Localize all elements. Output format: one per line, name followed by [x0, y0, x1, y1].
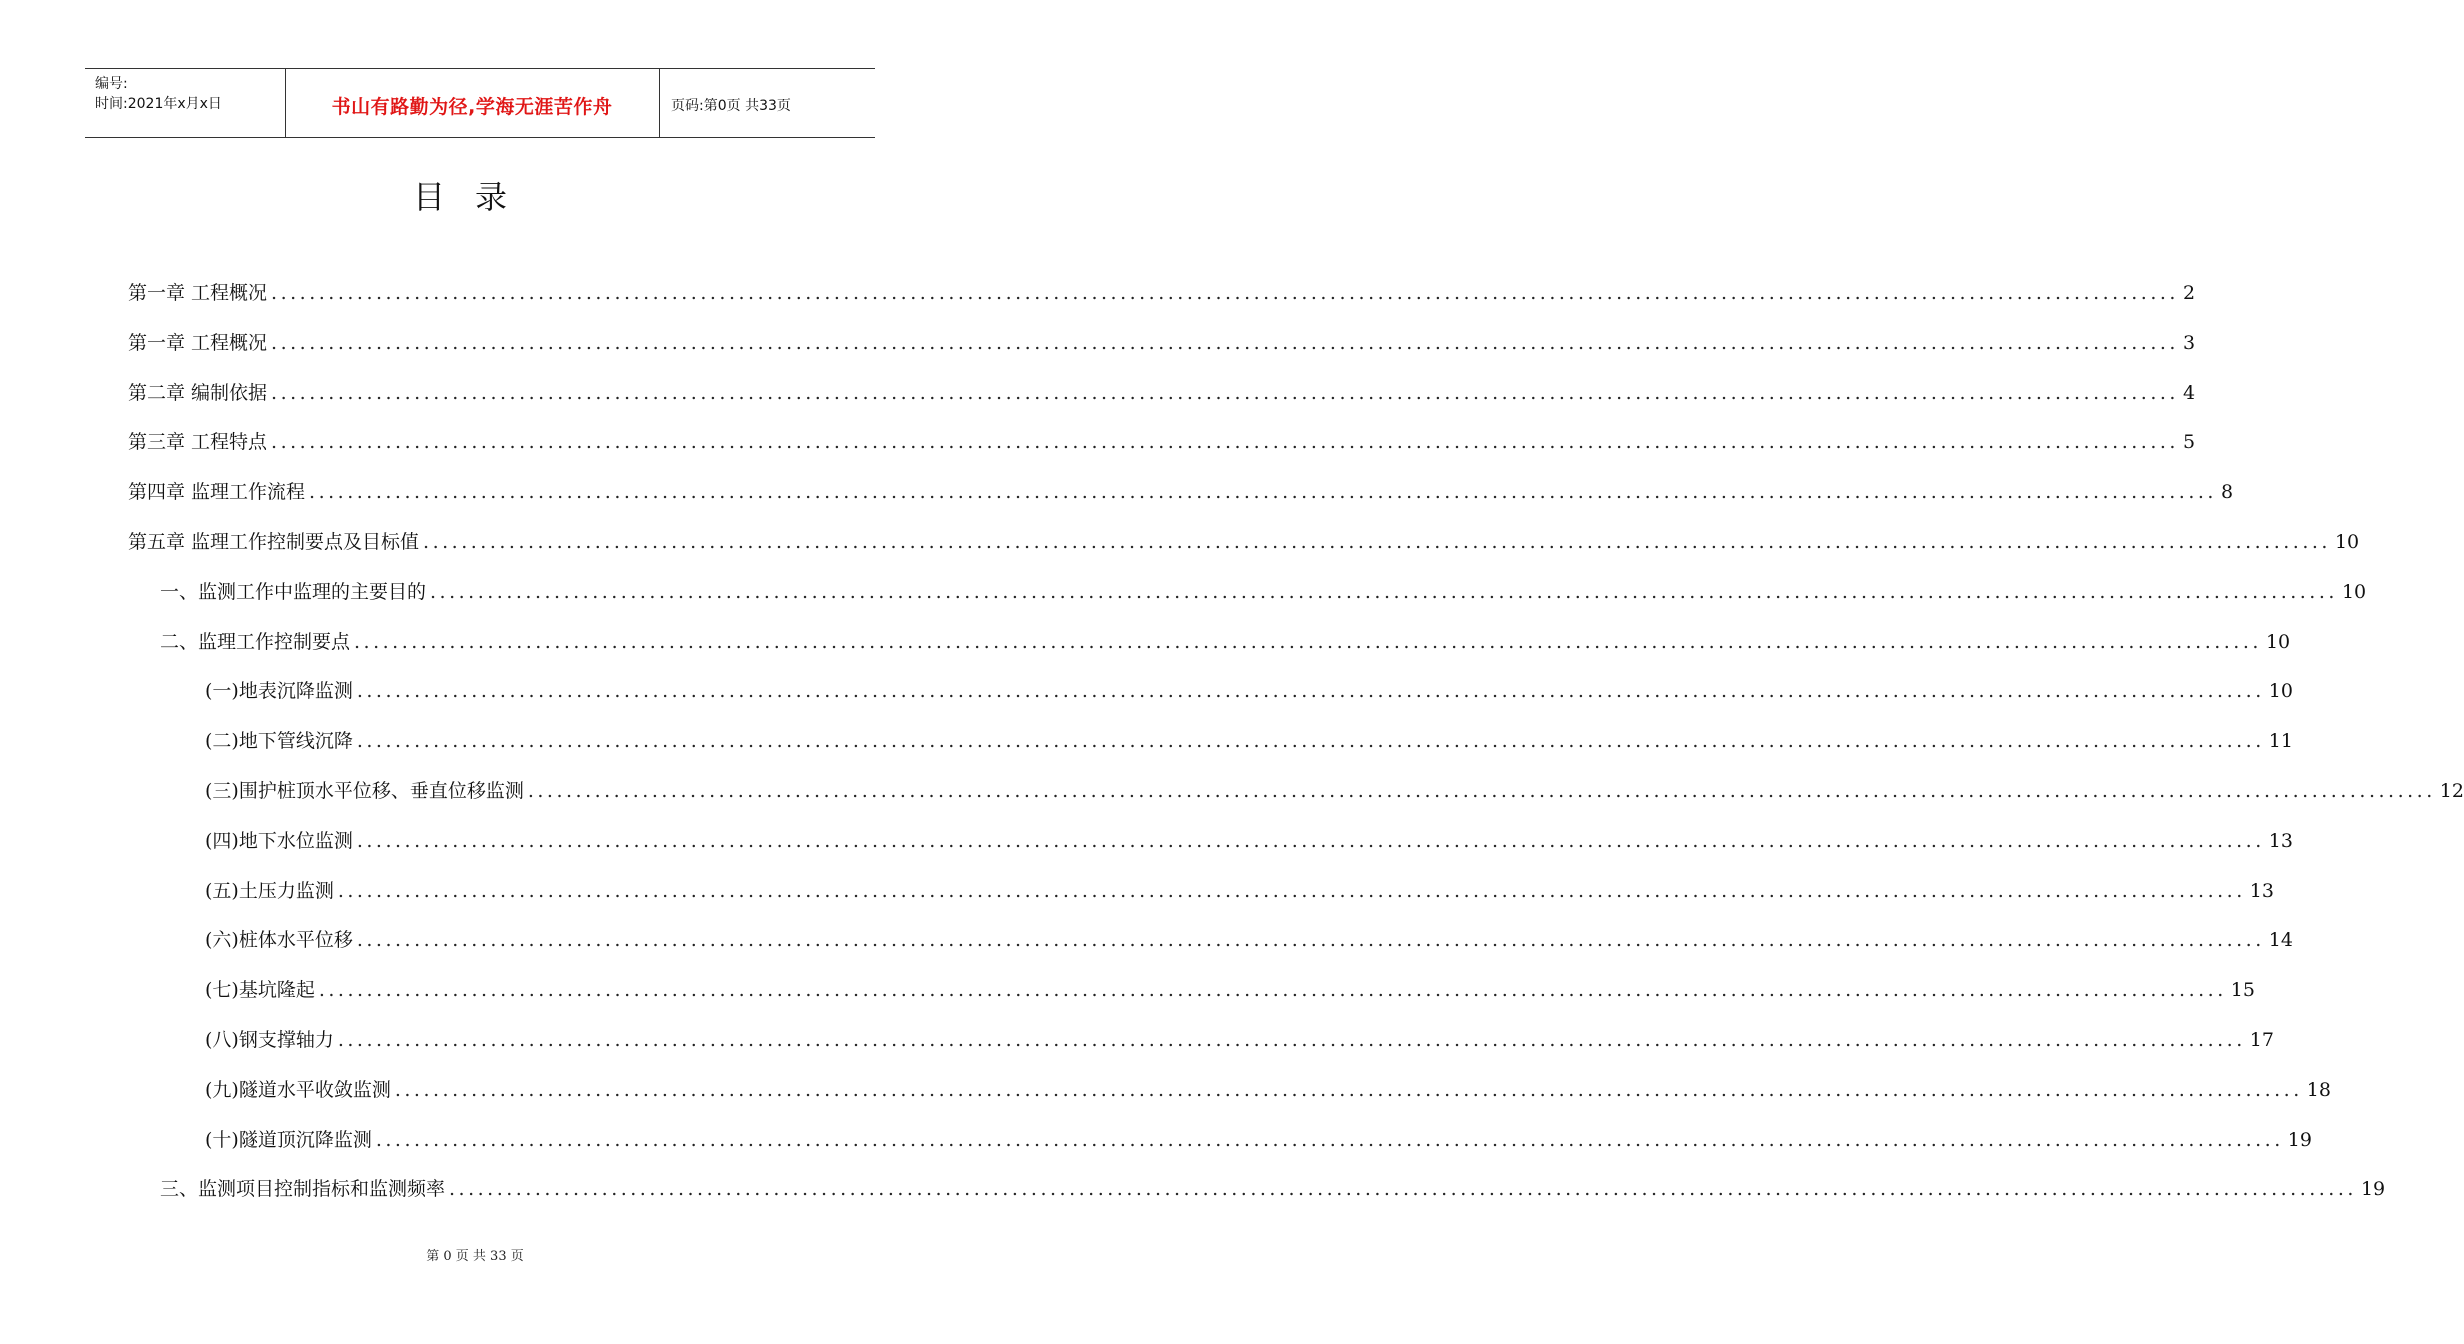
header-motto: 书山有路勤为径,学海无涯苦作舟 [331, 96, 613, 118]
toc-entry-label: (九)隧道水平收敛监测 [205, 1079, 391, 1101]
toc-entry-label: (十)隧道顶沉降监测 [205, 1129, 372, 1151]
serial-number-label: 编号: [95, 76, 128, 92]
toc-entry[interactable] [205, 927, 2293, 953]
toc-entry[interactable] [205, 728, 2293, 754]
toc-entry[interactable] [128, 429, 2196, 455]
toc-entry[interactable] [205, 828, 2293, 854]
toc-entry[interactable] [205, 878, 2274, 904]
toc-page-number: 12 [2439, 780, 2464, 802]
toc-leader-dots: ........................................................................................................................................................................................................ [354, 631, 2262, 653]
toc-entry-label: 第五章 监理工作控制要点及目标值 [128, 531, 420, 553]
toc-entry-label: (二)地下管线沉降 [205, 730, 353, 752]
toc-page-number: 4 [2182, 382, 2196, 404]
toc-page-number: 13 [2268, 830, 2293, 852]
toc-entry-label: (八)钢支撑轴力 [205, 1029, 334, 1051]
toc-page-number: 10 [2341, 581, 2367, 603]
toc-entry-label: 第三章 工程特点 [128, 431, 268, 453]
toc-entry-label: (五)土压力监测 [205, 880, 334, 902]
toc-leader-dots: ........................................................................................................................................................................................................ [271, 282, 2179, 304]
toc-entry[interactable] [160, 579, 2367, 605]
toc-leader-dots: ........................................................................................................................................................................................................ [356, 830, 2265, 852]
toc-entry-label: 二、监理工作控制要点 [160, 631, 351, 653]
toc-leader-dots: ........................................................................................................................................................................................................ [271, 382, 2179, 404]
toc-page-number: 19 [2360, 1178, 2386, 1200]
toc-page-number: 10 [2265, 631, 2291, 653]
toc-page-number: 8 [2220, 481, 2234, 503]
toc-entry-label: 一、监测工作中监理的主要目的 [160, 581, 427, 603]
header-page-cell [659, 69, 875, 137]
toc-entry[interactable] [128, 529, 2360, 555]
toc-leader-dots: ........................................................................................................................................................................................................ [527, 780, 2436, 802]
toc-entry-label: (六)桩体水平位移 [205, 929, 353, 951]
toc-page-number: 10 [2268, 680, 2293, 702]
toc-page-number: 5 [2182, 431, 2196, 453]
toc-page-number: 10 [2334, 531, 2360, 553]
toc-leader-dots: ........................................................................................................................................................................................................ [423, 531, 2331, 553]
toc-leader-dots: ........................................................................................................................................................................................................ [449, 1178, 2357, 1200]
toc-leader-dots: ........................................................................................................................................................................................................ [309, 481, 2217, 503]
toc-leader-dots: ........................................................................................................................................................................................................ [337, 1029, 2246, 1051]
toc-leader-dots: ........................................................................................................................................................................................................ [271, 332, 2179, 354]
date-label: 时间:2021年x月x日 [95, 96, 222, 112]
toc-entry-label: (四)地下水位监测 [205, 830, 353, 852]
toc-page-number: 13 [2249, 880, 2274, 902]
toc-leader-dots: ........................................................................................................................................................................................................ [356, 929, 2265, 951]
toc-entry[interactable] [205, 1027, 2274, 1053]
toc-page-number: 2 [2182, 282, 2196, 304]
toc-entry[interactable] [205, 678, 2293, 704]
toc-entry[interactable] [128, 280, 2196, 306]
toc-leader-dots: ........................................................................................................................................................................................................ [337, 880, 2246, 902]
toc-leader-dots: ........................................................................................................................................................................................................ [394, 1079, 2303, 1101]
toc-page-number: 18 [2306, 1079, 2331, 1101]
toc-page-number: 17 [2249, 1029, 2274, 1051]
toc-entry[interactable] [128, 380, 2196, 406]
toc-entry[interactable] [205, 778, 2464, 804]
toc-entry-label: 第一章 工程概况 [128, 282, 268, 304]
toc-leader-dots: ........................................................................................................................................................................................................ [375, 1129, 2284, 1151]
toc-entry[interactable] [205, 1127, 2312, 1153]
toc-entry[interactable] [160, 1176, 2386, 1202]
toc-entry-label: 第四章 监理工作流程 [128, 481, 306, 503]
header-motto-cell [285, 69, 660, 137]
toc-entry-label: (三)围护桩顶水平位移、垂直位移监测 [205, 780, 524, 802]
toc-leader-dots: ........................................................................................................................................................................................................ [318, 979, 2227, 1001]
header-meta-cell [85, 69, 286, 137]
toc-entry[interactable] [160, 629, 2291, 655]
toc-leader-dots: ........................................................................................................................................................................................................ [356, 730, 2265, 752]
toc-page-number: 11 [2268, 730, 2293, 752]
toc-leader-dots: ........................................................................................................................................................................................................ [271, 431, 2179, 453]
toc-page-number: 19 [2287, 1129, 2312, 1151]
toc-entry[interactable] [128, 330, 2196, 356]
page-title: 目录 [412, 178, 537, 216]
toc-entry-label: 第一章 工程概况 [128, 332, 268, 354]
toc-entry[interactable] [205, 1077, 2331, 1103]
toc-entry[interactable] [128, 479, 2234, 505]
toc-entry-label: 三、监测项目控制指标和监测频率 [160, 1178, 446, 1200]
toc-page-number: 3 [2182, 332, 2196, 354]
toc-leader-dots: ........................................................................................................................................................................................................ [356, 680, 2265, 702]
toc-entry-label: (七)基坑隆起 [205, 979, 315, 1001]
toc-page-number: 14 [2268, 929, 2293, 951]
header-page-info: 页码:第0页 共33页 [671, 98, 791, 114]
toc-entry-label: (一)地表沉降监测 [205, 680, 353, 702]
toc-leader-dots: ........................................................................................................................................................................................................ [430, 581, 2338, 603]
document-header [85, 68, 875, 138]
toc-entry-label: 第二章 编制依据 [128, 382, 268, 404]
toc-entry[interactable] [205, 977, 2255, 1003]
page-footer: 第 0 页 共 33 页 [426, 1249, 524, 1264]
toc-page-number: 15 [2230, 979, 2255, 1001]
